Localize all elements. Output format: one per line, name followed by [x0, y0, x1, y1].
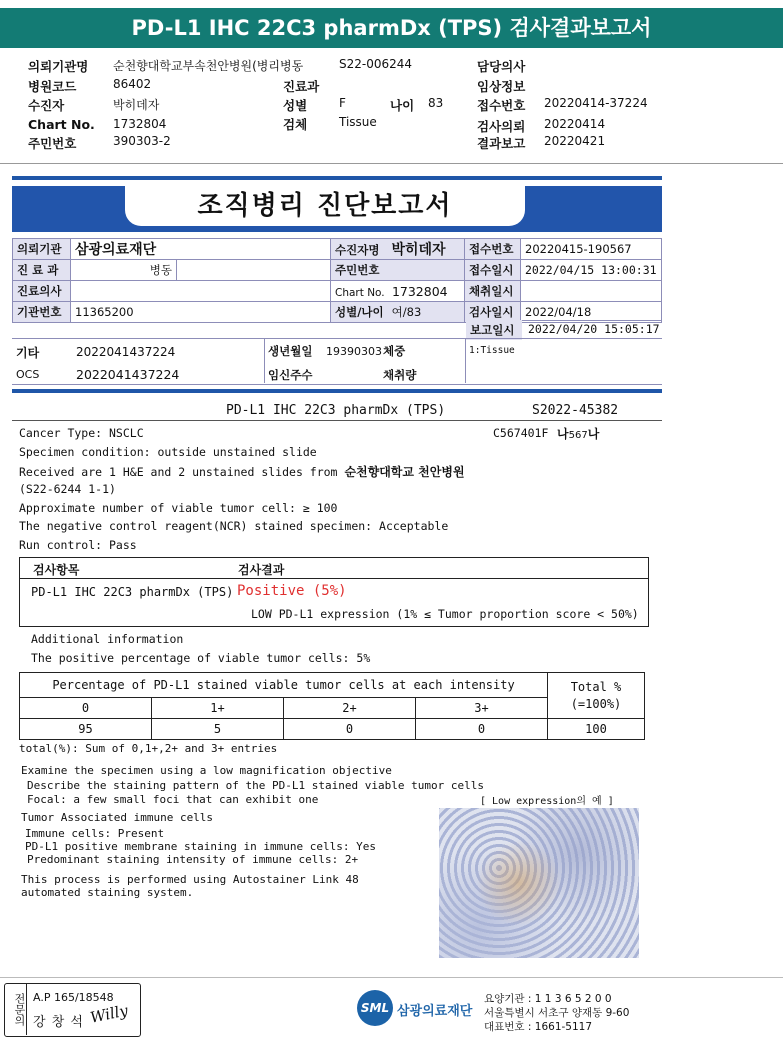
report-top-rule — [12, 176, 662, 180]
receipt-no-value: 20220414-37224 — [544, 96, 648, 110]
rrn-value: 390303-2 — [113, 134, 171, 148]
report-title: 조직병리 진단보고서 — [125, 186, 525, 226]
total-note: total(%): Sum of 0,1+,2+ and 3+ entries — [19, 742, 278, 755]
code-value: C567401F — [493, 426, 549, 440]
sex-value: F — [339, 96, 346, 110]
header-divider — [0, 163, 783, 164]
recv-no-value: 20220415-190567 — [521, 239, 662, 260]
test-name: PD-L1 IHC 22C3 pharmDx (TPS) — [226, 403, 446, 418]
stamp-label: 전문의 — [4, 983, 27, 1035]
intensity-level: 0 — [20, 698, 152, 719]
inst-name-label: 의뢰기관명 — [28, 59, 89, 74]
rrn-label: 주민번호 — [28, 136, 77, 151]
code2-value: 나567나 — [557, 427, 600, 441]
inst-label: 의뢰기관 — [13, 239, 71, 260]
ap-number: A.P 165/18548 — [33, 991, 114, 1004]
specimen-value: Tissue — [339, 115, 377, 129]
doctor-label: 진료의사 — [13, 281, 71, 302]
intensity-level: 2+ — [284, 698, 416, 719]
pregnancy-label: 임신주수 — [268, 368, 313, 382]
chart-no-label: Chart No. — [28, 117, 95, 132]
report-mid-rule — [12, 389, 662, 393]
cancer-type: Cancer Type: NSCLC — [19, 426, 144, 440]
care-institution-no: 요양기관 : 1 1 3 6 5 2 0 0 — [484, 993, 612, 1005]
exam-line: Examine the specimen using a low magnification objective — [21, 764, 392, 777]
patient-value: 박히데자 — [113, 98, 160, 112]
dept-label: 진료과 — [283, 79, 320, 94]
specimen-type-value: 1:Tissue — [469, 345, 515, 356]
immune-line: Tumor Associated immune cells — [21, 811, 214, 824]
recv-date-value: 2022/04/15 13:00:31 — [521, 260, 662, 281]
result-test-name: PD-L1 IHC 22C3 pharmDx (TPS) — [31, 585, 234, 599]
recv-no-label: 접수번호 — [465, 239, 521, 260]
ocs-value: 2022041437224 — [76, 367, 180, 382]
report-title-banner: PD-L1 IHC 22C3 pharmDx (TPS) 검사결과보고서 — [0, 8, 783, 48]
hospital-code-label: 병원코드 — [28, 79, 77, 94]
sexage-cell: 성별/나이 여/83 — [331, 302, 465, 323]
sml-logo-icon: SML — [357, 990, 393, 1026]
result-box-rule — [19, 578, 648, 579]
specimen-condition: Specimen condition: outside unstained slide — [19, 445, 317, 459]
ward-value: 병동 — [71, 260, 177, 281]
run-control: Run control: Pass — [19, 538, 137, 552]
birth-value: 19390303 — [326, 345, 382, 358]
org-phone: 대표번호 : 1661-5117 — [484, 1021, 593, 1033]
low-expression-caption: [ Low expression의 예 ] — [480, 796, 614, 807]
additional-info-text: The positive percentage of viable tumor cells: 5% — [31, 651, 371, 665]
received-slides: Received are 1 H&E and 2 unstained slides from 순천향대학교 천안병원 — [19, 465, 465, 479]
request-date-value: 20220414 — [544, 117, 606, 131]
rrn-label: 주민번호 — [331, 260, 465, 281]
patient-name-label: 수진자명 박히데자 — [331, 239, 465, 260]
pathologist-signature: Willy — [88, 1001, 130, 1027]
intensity-header: Percentage of PD-L1 stained viable tumor cells at each intensity — [20, 673, 548, 698]
recv-date-label: 접수일시 — [465, 260, 521, 281]
age-value: 83 — [428, 96, 444, 110]
intensity-level: 3+ — [416, 698, 548, 719]
tumor-cell-count: Approximate number of viable tumor cell: ≥ 100 — [19, 501, 338, 515]
inst-name-value: 순천향대학교부속천안병원(병리병동 — [113, 59, 304, 73]
age-label: 나이 — [390, 98, 415, 113]
report-date-label: 보고일시 — [466, 320, 522, 340]
total-header: Total % (=100%) — [548, 673, 645, 719]
total-value: 100 — [548, 719, 645, 740]
intensity-level: 1+ — [152, 698, 284, 719]
intensity-value: 0 — [284, 719, 416, 740]
immune-line: Predominant staining intensity of immune cells: 2+ — [27, 853, 359, 866]
ncr-status: The negative control reagent(NCR) stained specimen: Acceptable — [19, 519, 449, 533]
inst-no-label: 기관번호 — [13, 302, 71, 323]
dept-label: 진 료 과 — [13, 260, 71, 281]
low-expression-tissue-image — [439, 808, 639, 958]
report-date-value: 2022/04/20 15:05:17 — [528, 322, 660, 336]
chart-no-cell: Chart No. 1732804 — [331, 281, 465, 302]
test-name-rule — [12, 420, 662, 421]
etc-label: 기타 — [16, 346, 40, 360]
additional-info-title: Additional information — [31, 632, 184, 646]
report-info-table — [12, 238, 662, 323]
org-name: 삼광의료재단 — [397, 1004, 473, 1019]
birth-label: 생년월일 — [268, 344, 313, 358]
pathology-no-value: S22-006244 — [339, 57, 413, 71]
process-line: automated staining system. — [21, 886, 194, 899]
specimen-label: 검체 — [283, 117, 308, 132]
exam-line: Focal: a few small foci that can exhibit one — [27, 793, 319, 806]
result-date-label: 결과보고 — [477, 136, 526, 151]
collect-label: 채취일시 — [465, 281, 521, 302]
result-header-item: 검사항목 — [33, 563, 80, 577]
sex-label: 성별 — [283, 98, 308, 113]
weight-label: 체중 — [383, 344, 406, 358]
test-date-value: 2022/04/18 — [521, 302, 662, 323]
inst-no-value: 11365200 — [71, 302, 331, 323]
process-line: This process is performed using Autostainer Link 48 — [21, 873, 359, 886]
patient-label: 수진자 — [28, 98, 65, 113]
sample-no: S2022-45382 — [532, 403, 619, 418]
immune-line: PD-L1 positive membrane staining in immune cells: Yes — [25, 840, 376, 853]
intensity-value: 5 — [152, 719, 284, 740]
result-expression: LOW PD-L1 expression (1% ≤ Tumor proportion score < 50%) — [251, 607, 639, 621]
inst-value: 삼광의료재단 — [71, 239, 331, 260]
ocs-label: OCS — [16, 368, 40, 381]
chart-no-value: 1732804 — [113, 117, 167, 131]
request-date-label: 검사의뢰 — [477, 119, 526, 134]
collect-amount-label: 채취량 — [383, 368, 417, 382]
org-address: 서울특별시 서초구 양재동 9-60 — [484, 1007, 630, 1019]
result-positive: Positive (5%) — [237, 583, 347, 599]
intensity-value: 0 — [416, 719, 548, 740]
result-date-value: 20220421 — [544, 134, 606, 148]
result-header-result: 검사결과 — [238, 563, 285, 577]
attending-doctor-label: 담당의사 — [477, 59, 526, 74]
receipt-no-label: 접수번호 — [477, 98, 526, 113]
received-no: (S22-6244 1-1) — [19, 482, 116, 496]
intensity-table — [19, 672, 645, 740]
immune-line: Immune cells: Present — [25, 827, 165, 840]
etc-value: 2022041437224 — [76, 345, 176, 359]
exam-line: Describe the staining pattern of the PD-L1 stained viable tumor cells — [27, 779, 484, 792]
hospital-code-value: 86402 — [113, 77, 152, 91]
pathologist-name: 강 창 석 — [33, 1015, 84, 1030]
test-date-label: 검사일시 — [465, 302, 521, 323]
intensity-value: 95 — [20, 719, 152, 740]
footer-divider — [0, 977, 783, 978]
clinical-info-label: 임상정보 — [477, 79, 526, 94]
